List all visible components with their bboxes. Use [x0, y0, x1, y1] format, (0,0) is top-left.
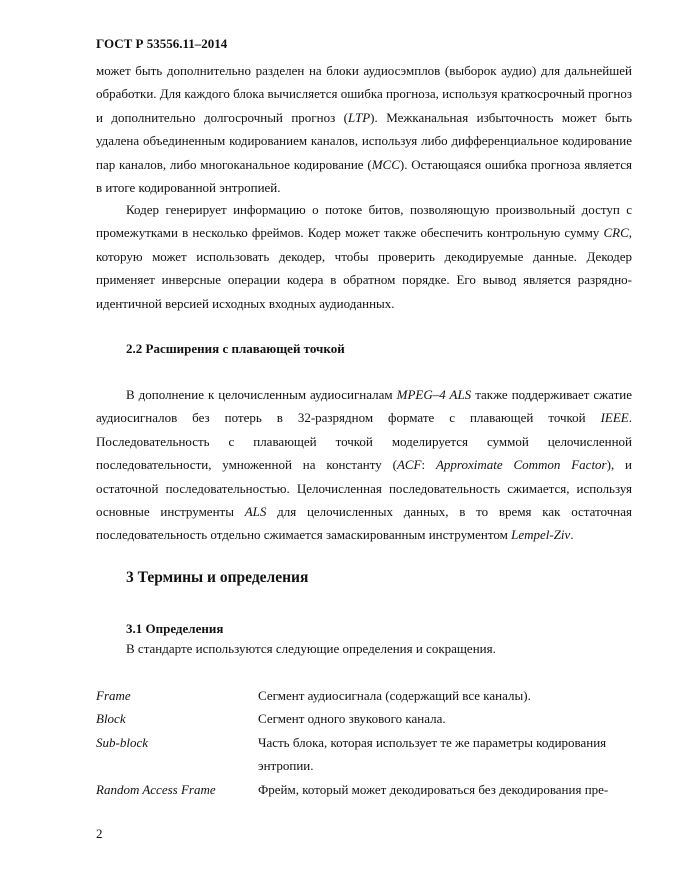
italic-term: MCC	[371, 156, 400, 172]
definition-text: Фрейм, который может декодироваться без декодирования пре-	[258, 781, 609, 797]
definition-term: Sub-block	[96, 734, 148, 750]
paragraph-bitstream-info	[96, 198, 632, 315]
text-run: ). Остающаяся ошибка прогноза является в итоге кодированной энтропией.	[96, 156, 632, 196]
definition-text: Сегмент одного звукового канала.	[258, 711, 446, 727]
definition-text: Часть блока, которая использует те же параметры кодирования энтропии.	[258, 734, 607, 774]
text-run: ), и остаточной последовательностью. Целочисленная последовательность сжимается, используя основные инструменты	[96, 457, 632, 520]
definitions-list	[96, 684, 632, 801]
italic-term: CRC	[603, 225, 629, 241]
italic-term: Lempel-Ziv	[511, 527, 571, 543]
definition-row	[96, 707, 632, 730]
definition-row	[96, 684, 632, 707]
italic-term: ALS	[244, 504, 267, 520]
definition-text: Сегмент аудиосигнала (содержащий все каналы).	[258, 688, 531, 703]
italic-term: MPEG–4 ALS	[396, 387, 472, 402]
text-run: В дополнение к целочисленным аудиосигналам	[126, 387, 397, 402]
page-number: 2	[96, 826, 103, 841]
italic-term: Approximate Common Factor	[435, 457, 607, 473]
text-run: . Последовательность с плавающей точкой моделируется суммой целочисленной последовательности, умноженной на константу (	[96, 410, 632, 473]
italic-term: ACF	[396, 457, 422, 473]
text-run: также поддерживает сжатие аудиосигналов без потерь в 32-разрядном формате с плавающей точкой	[96, 387, 632, 426]
text-run: может быть дополнительно разделен на блоки аудиосэмплов (выборок аудио) для дальнейшей обработки. Для каждого блока вычисляется ошибка прогноза, используя краткосрочный прогноз и дополнительно долгосрочный прогноз (	[96, 63, 632, 125]
italic-term: IEEE	[600, 410, 629, 426]
document-header: ГОСТ Р 53556.11–2014	[96, 36, 228, 51]
definition-term: Block	[96, 711, 126, 727]
definition-row	[96, 731, 632, 778]
text-run: .	[570, 527, 574, 543]
text-run: , которую может использовать декодер, чтобы проверить декодируемые данные. Декодер применяет инверсные операции кодера в обратном порядке. Его вывод является разрядно-идентичной версией исходных входных аудиоданных.	[96, 225, 632, 311]
section-heading-2-2: 2.2 Расширения с плавающей точкой	[126, 341, 345, 356]
definitions-intro: В стандарте используются следующие определения и сокращения.	[126, 641, 496, 656]
text-run: ). Межканальная избыточность может быть удалена объединенным кодированием каналов, используя либо дифференциальное кодирование пар каналов, либо многоканальное кодирование (	[96, 109, 632, 172]
definition-row	[96, 778, 632, 801]
text-run: :	[421, 457, 436, 473]
section-heading-3-1: 3.1 Определения	[126, 621, 224, 636]
paragraph-encoder-blocks	[96, 59, 632, 199]
italic-term: LTP	[348, 109, 371, 125]
section-heading-3: 3 Термины и определения	[126, 569, 309, 586]
paragraph-floating-point	[96, 383, 632, 547]
definition-term: Random Access Frame	[96, 781, 216, 797]
text-run: для целочисленных данных, в то время как остаточная последовательность отдельно сжимается замаскированным инструментом	[96, 504, 633, 543]
text-run: Кодер генерирует информацию о потоке битов, позволяющую произвольный доступ с промежутками в несколько фреймов. Кодер может также обеспечить контрольную сумму	[96, 202, 632, 241]
definition-term: Frame	[96, 688, 131, 703]
